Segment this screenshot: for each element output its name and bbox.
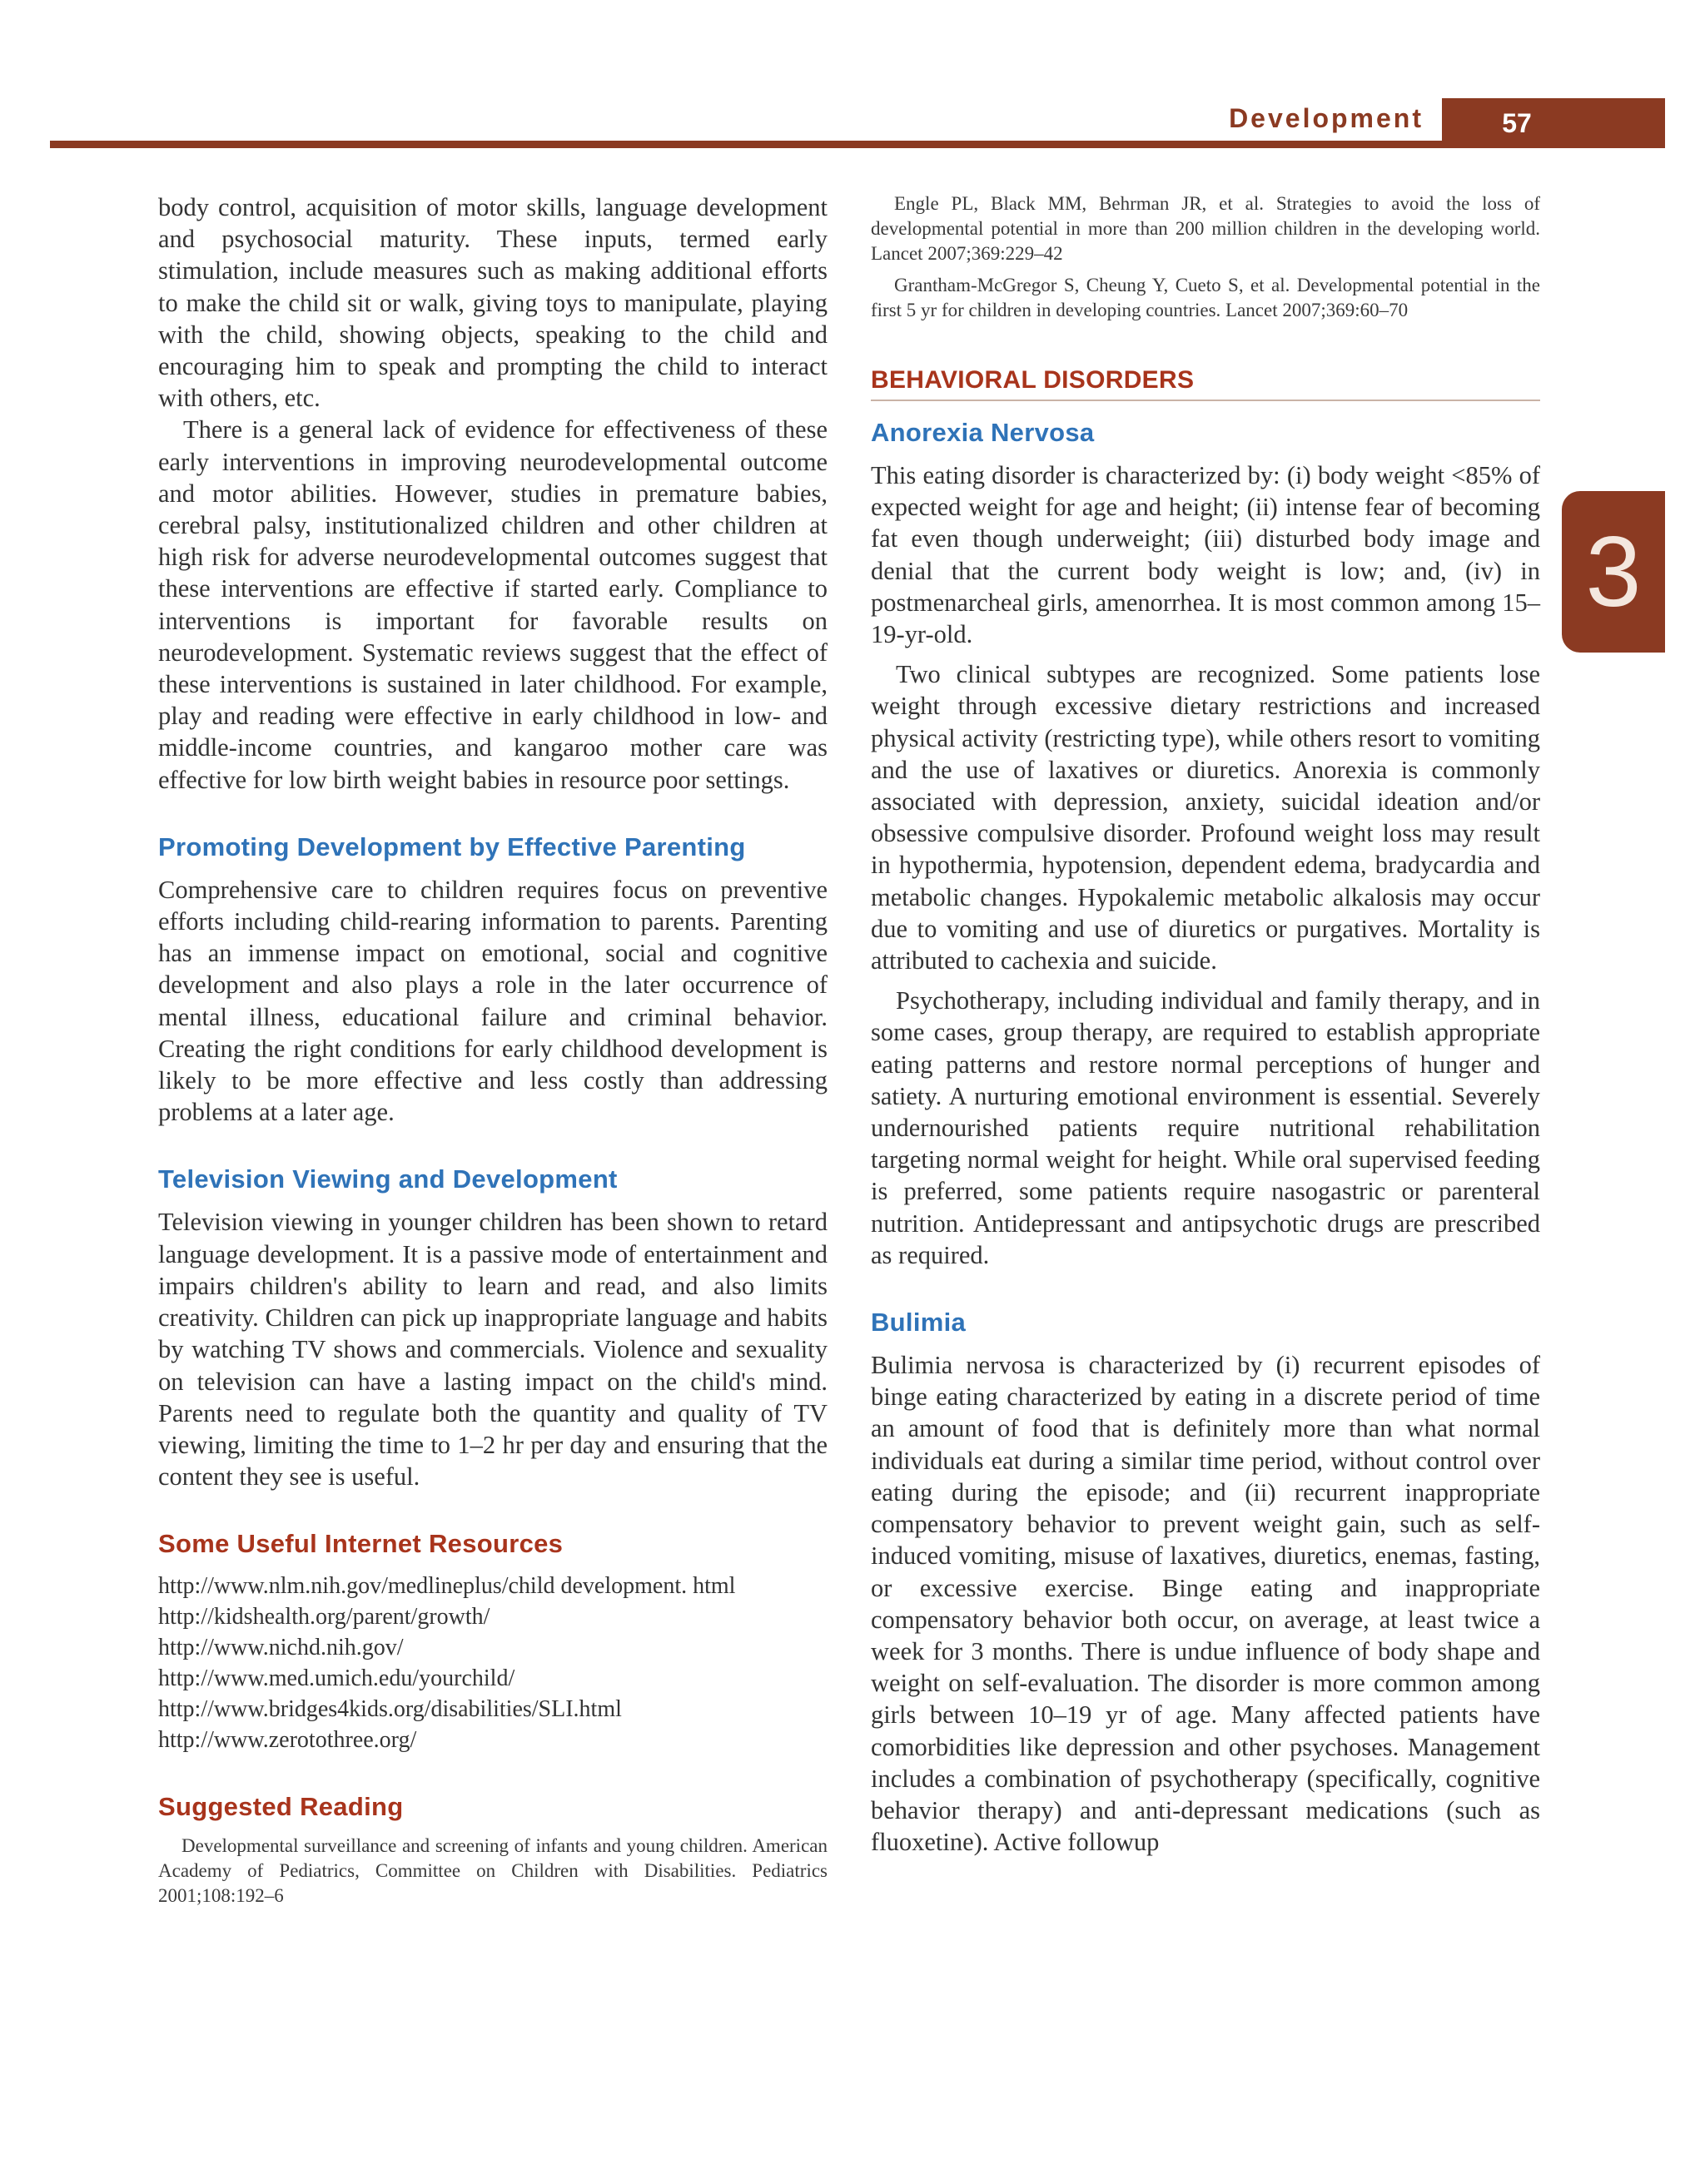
paragraph-parenting: Comprehensive care to children requires focus on preventive efforts including child-rearing information to parents. Parenting has an immense impact on emotional, social and cognitive development and also plays a role in the later occurrence of mental illness, educational failure and criminal behavior. Creating the right conditions for early childhood development is likely to be more effective and less costly than addressing problems at a later age.: [158, 875, 828, 1127]
paragraph-evidence: There is a general lack of evidence for effectiveness of these early interventions in improving neurodevelopmental outcome and motor abilities. However, studies in premature babies, cerebral palsy, institutionalized children and other children at high risk for adverse neurodevelopmental outcomes suggest that these interventions are effective if started early. Compliance to interventions is important for favorable results on neurodevelopment. Systematic reviews suggest that the effect of these interventions is sustained in later childhood. For example, play and reading were effective in early childhood in low- and middle-income countries, and kangaroo mother care was effective for low birth weight babies in resource poor settings.: [158, 415, 828, 794]
left-column: [158, 191, 828, 1915]
paragraph-anorexia-treatment: Psychotherapy, including individual and family therapy, and in some cases, group therapy, are required to establish appropriate eating patterns and restore normal perceptions of hunger and satiety. A nurturing emotional environment is essential. Severely undernourished patients require nutritional rehabilitation targeting normal weight for height. While oral supervised feeding is preferred, some patients require nasogastric or parenteral nutrition. Antidepressant and antipsychotic drugs are prescribed as required.: [871, 986, 1540, 1269]
heading-effective-parenting: Promoting Development by Effective Parenting: [158, 831, 746, 861]
running-header: [50, 98, 1665, 148]
paragraph-early-stimulation: body control, acquisition of motor skills, language development and psychosocial maturity. These inputs, termed early stimulation, include measures such as making additional efforts to make the child sit or walk, giving toys to manipulate, playing with the child, showing objects, speaking to the child and encouraging him to speak and prompting the child to interact with others, etc.: [158, 193, 828, 413]
header-rule: [50, 141, 1665, 148]
resource-link[interactable]: http://www.med.umich.edu/yourchild/: [158, 1665, 515, 1692]
paragraph-bulimia: Bulimia nervosa is characterized by (i) recurrent episodes of binge eating characterized by eating in a discrete period of time an amount of food that is definitely more than what normal individuals eat during a similar time period, without control over eating during the episode; and (ii) recurrent inappropriate compensatory behavior to prevent weight gain, such as self-induced vomiting, misuse of laxatives, diuretics, enemas, fasting, or excessive exercise. Binge eating and inappropriate compensatory behavior both occur, on average, at least twice a week for 3 months. There is undue influence of body shape and weight on self-evaluation. The disorder is more common among girls between 10–19 yr of age. Many affected patients have comorbidities like depression and other psychoses. Management includes a combination of psychotherapy (specifically, cognitive behavior therapy) and anti-depressant medications (such as fluoxetine). Active followup: [871, 1351, 1540, 1857]
page-number: 57: [1502, 108, 1532, 138]
heading-television-viewing: Television Viewing and Development: [158, 1164, 618, 1194]
paragraph-television: Television viewing in younger children has been shown to retard language development. It is a passive mode of entertainment and impairs children's ability to learn and read, and also limits creativity. Children can pick up inappropriate language and habits by watching TV shows and commercials. Violence and sexuality on television can have a lasting impact on the child's mind. Parents need to regulate both the quantity and quality of TV viewing, limiting the time to 1–2 hr per day and ensuring that the content they see is useful.: [158, 1208, 828, 1492]
reference-entry: Developmental surveillance and screening of infants and young children. American Academy of Pediatrics, Committee on Children with Disabilities. Pediatrics 2001;108:192–6: [158, 1835, 828, 1907]
reference-entry: Engle PL, Black MM, Behrman JR, et al. Strategies to avoid the loss of developmental potential in more than 200 million children in the developing world. Lancet 2007;369:229–42: [871, 193, 1540, 264]
paragraph-anorexia-definition: This eating disorder is characterized by: (i) body weight <85% of expected weight for age and height; (ii) intense fear of becoming fat even though underweight; (iii) disturbed body image and denial that the current body weight is low; and, (iv) in postmenarcheal girls, amenorrhea. It is most common among 15–19-yr-old.: [871, 461, 1540, 649]
internet-resources-list: [158, 1571, 828, 1755]
heading-behavioral-disorders: BEHAVIORAL DISORDERS: [871, 366, 1540, 401]
resource-link[interactable]: http://www.nichd.nih.gov/: [158, 1635, 404, 1661]
resource-link[interactable]: http://kidshealth.org/parent/growth/: [158, 1604, 490, 1631]
reference-entry: Grantham-McGregor S, Cheung Y, Cueto S, et al. Developmental potential in the first 5 yr for children in developing countries. Lancet 2007;369:60–70: [871, 275, 1540, 320]
heading-internet-resources: Some Useful Internet Resources: [158, 1529, 564, 1559]
right-column: [871, 191, 1540, 1858]
resource-link[interactable]: http://www.zerotothree.org/: [158, 1727, 417, 1754]
chapter-tab: 3: [1562, 491, 1665, 653]
heading-suggested-reading: Suggested Reading: [158, 1792, 404, 1822]
paragraph-anorexia-subtypes: Two clinical subtypes are recognized. Some patients lose weight through excessive dietary restrictions and increased physical activity (restricting type), while others resort to vomiting and the use of laxatives or diuretics. Anorexia is commonly associated with depression, anxiety, suicidal ideation and/or obsessive compulsive disorder. Profound weight loss may result in hypothermia, hypotension, dependent edema, bradycardia and metabolic changes. Hypokalemic metabolic alkalosis may occur due to vomiting and use of diuretics or purgatives. Mortality is attributed to cachexia and suicide.: [871, 660, 1540, 975]
resource-link[interactable]: http://www.bridges4kids.org/disabilities/SLI.html: [158, 1696, 622, 1723]
resource-link[interactable]: http://www.nlm.nih.gov/medlineplus/child development. html: [158, 1573, 736, 1600]
header-title: Development: [1229, 103, 1424, 133]
heading-anorexia-nervosa: Anorexia Nervosa: [871, 418, 1095, 447]
heading-bulimia: Bulimia: [871, 1308, 967, 1338]
